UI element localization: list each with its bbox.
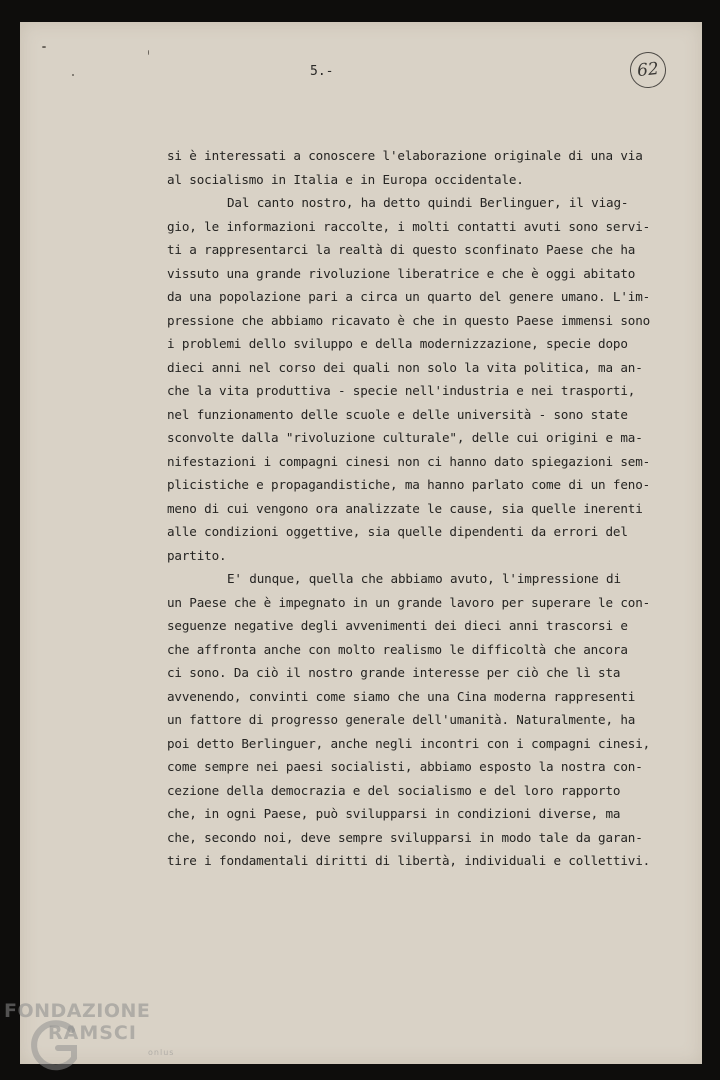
text-line: dieci anni nel corso dei quali non solo la vita politica, ma an- — [167, 359, 643, 375]
paper-mark — [148, 50, 149, 55]
paper-mark — [42, 46, 46, 48]
text-line: si è interessati a conoscere l'elaborazione originale di una via — [167, 148, 643, 163]
text-line: plicistiche e propagandistiche, ma hanno parlato come di un feno- — [167, 477, 651, 492]
text-line: che affronta anche con molto realismo le difficoltà che ancora — [167, 641, 628, 657]
text-line: seguenze negative degli avvenimenti dei dieci anni trascorsi e — [167, 618, 628, 633]
text-line: che, in ogni Paese, può svilupparsi in condizioni diverse, ma — [167, 806, 621, 821]
text-line: un fattore di progresso generale dell'umanità. Naturalmente, ha — [167, 712, 636, 727]
text-line: ci sono. Da ciò il nostro grande interesse per ciò che lì sta — [167, 665, 621, 680]
fondazione-gramsci-watermark — [4, 1000, 184, 1080]
text-line: ti a rappresentarci la realtà di questo sconfinato Paese che ha — [167, 242, 636, 257]
text-line: sconvolte dalla "rivoluzione culturale", delle cui origini e ma- — [167, 430, 643, 445]
text-line: meno di cui vengono ora analizzate le cause, sia quelle inerenti — [167, 500, 643, 516]
watermark-line-3: onlus — [148, 1048, 175, 1057]
text-line: come sempre nei paesi socialisti, abbiamo esposto la nostra con- — [167, 759, 643, 774]
text-line: pressione che abbiamo ricavato è che in questo Paese immensi sono — [167, 312, 651, 328]
page-number: 5.- — [310, 64, 334, 79]
text-line: cezione della democrazia e del socialismo e del loro rapporto — [167, 782, 621, 798]
text-line: alle condizioni oggettive, sia quelle dipendenti da errori del — [167, 524, 628, 539]
text-line: avvenendo, convinti come siamo che una Cina moderna rappresenti — [167, 688, 636, 704]
document-page — [20, 22, 702, 1064]
watermark-line-1: FONDAZIONE — [4, 1000, 151, 1022]
text-line: gio, le informazioni raccolte, i molti contatti avuti sono servi- — [167, 218, 651, 234]
text-line: E' dunque, quella che abbiamo avuto, l'impressione di — [227, 571, 621, 586]
archive-stamp-number: 62 — [628, 50, 668, 90]
paper-mark — [72, 74, 74, 76]
text-line: da una popolazione pari a circa un quarto del genere umano. L'im- — [167, 289, 651, 304]
text-line: i problemi dello sviluppo e della modernizzazione, specie dopo — [167, 336, 628, 351]
text-line: che, secondo noi, deve sempre svilupparsi in modo tale da garan- — [167, 829, 643, 845]
text-line: nel funzionamento delle scuole e delle università - sono state — [167, 406, 628, 422]
text-line: al socialismo in Italia e in Europa occidentale. — [167, 171, 524, 187]
text-line: vissuto una grande rivoluzione liberatrice e che è oggi abitato — [167, 265, 636, 281]
body-text — [167, 144, 651, 873]
text-line: poi detto Berlinguer, anche negli incontri con i compagni cinesi, — [167, 735, 651, 751]
text-line: che la vita produttiva - specie nell'industria e nei trasporti, — [167, 383, 636, 398]
text-line: tire i fondamentali diritti di libertà, individuali e collettivi. — [167, 853, 651, 868]
text-line: Dal canto nostro, ha detto quindi Berlinguer, il viag- — [227, 195, 629, 210]
text-line: nifestazioni i compagni cinesi non ci hanno dato spiegazioni sem- — [167, 453, 651, 469]
text-line: partito. — [167, 547, 227, 563]
text-line: un Paese che è impegnato in un grande lavoro per superare le con- — [167, 594, 651, 610]
watermark-line-2: RAMSCI — [48, 1022, 137, 1044]
